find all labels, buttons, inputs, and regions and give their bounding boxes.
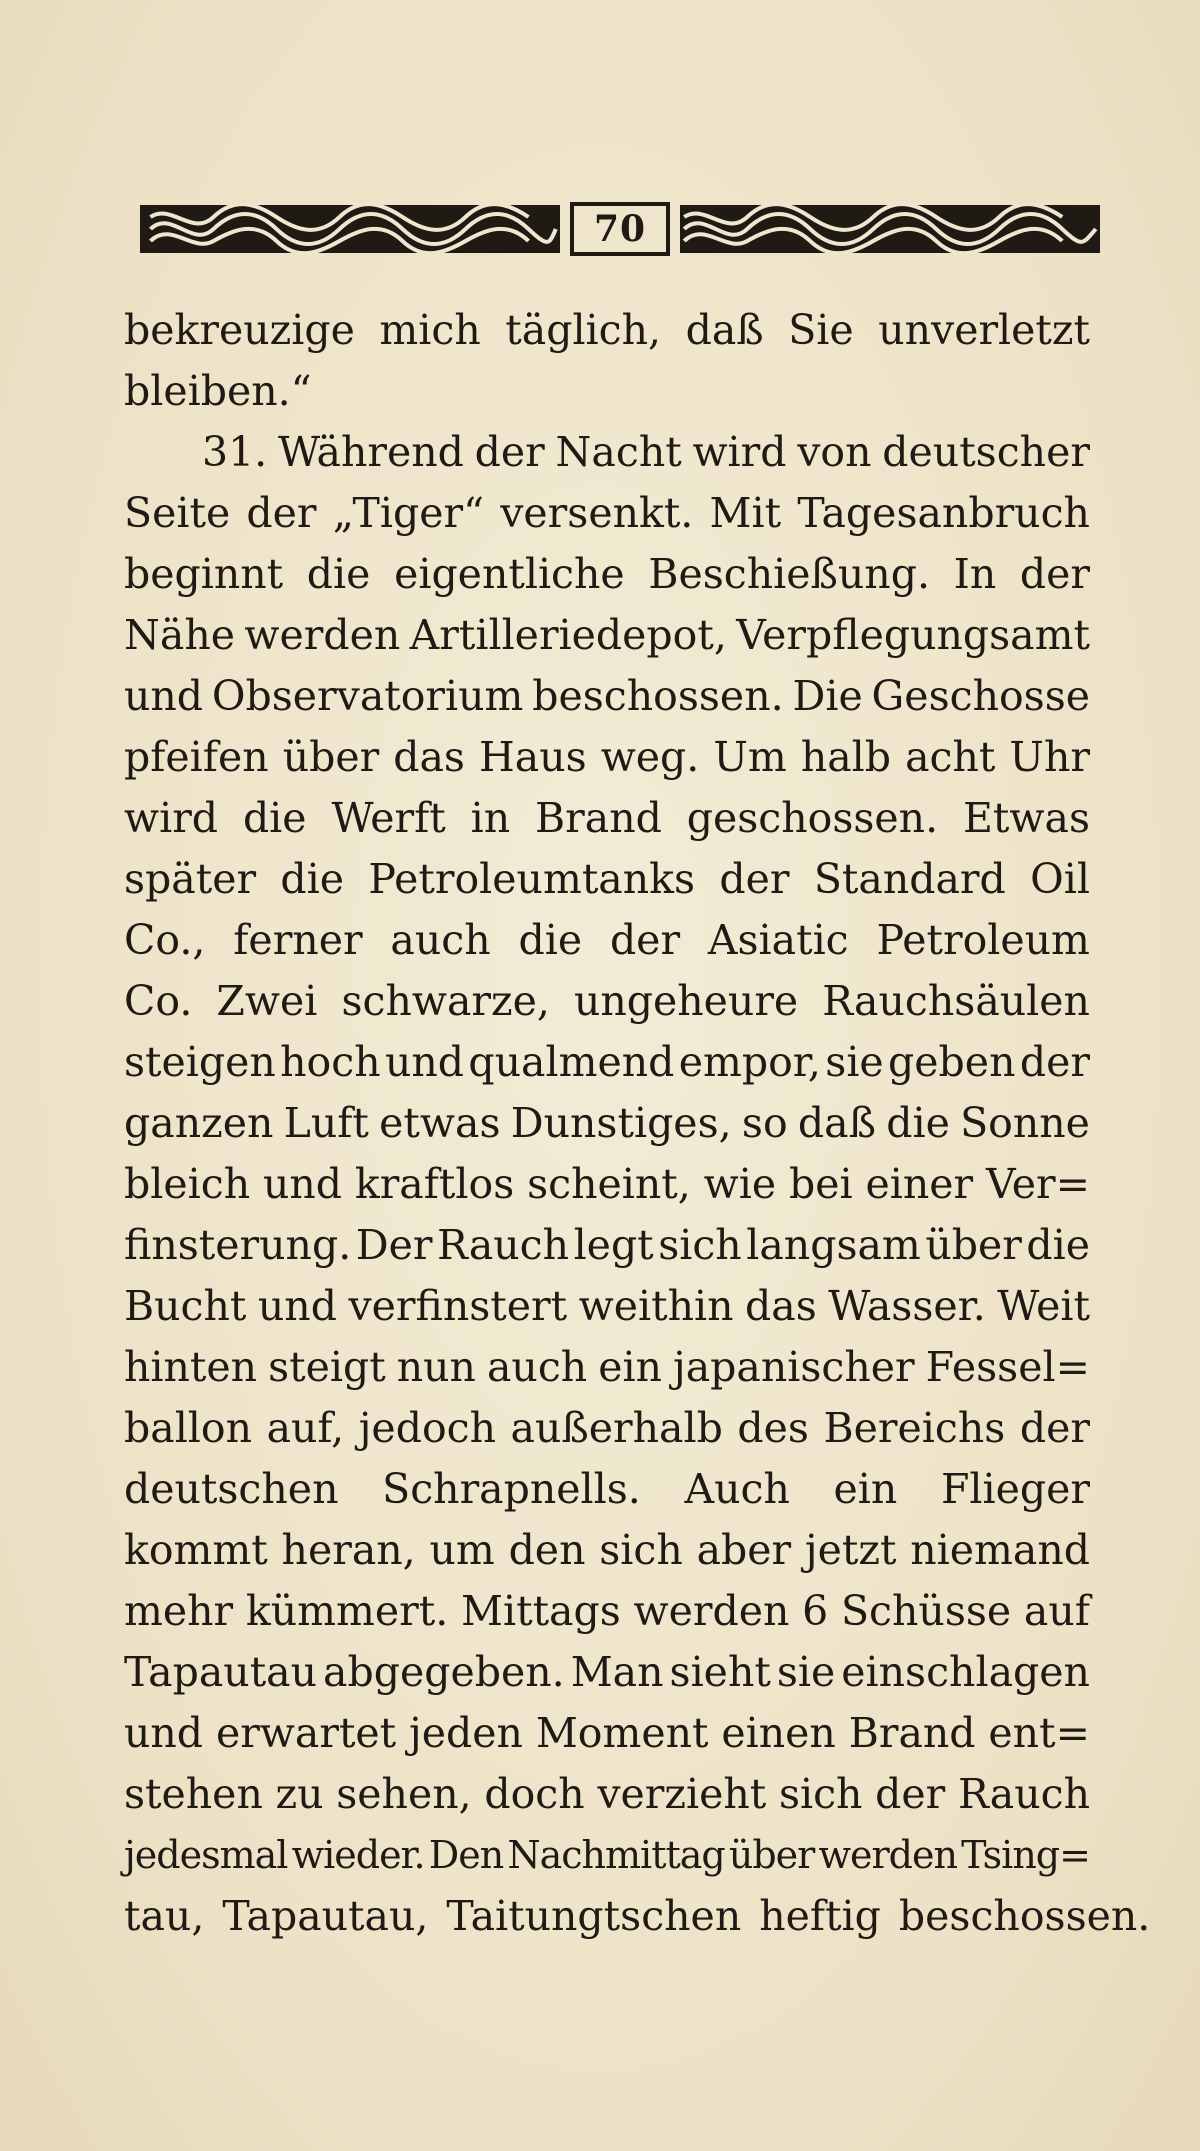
text-line <box>124 1276 1090 1337</box>
word: Sie <box>788 306 854 354</box>
word: Artilleriedepot, <box>409 611 727 659</box>
word: sich <box>658 1221 742 1269</box>
text-line <box>124 1032 1090 1093</box>
word: über <box>728 1833 815 1877</box>
word: sehen, <box>336 1770 472 1818</box>
word: Co. <box>124 977 193 1025</box>
page-number: 70 <box>570 202 670 256</box>
word: Haus <box>479 733 587 781</box>
word: 6 <box>802 1587 829 1635</box>
word: geschossen. <box>686 794 939 842</box>
word: Die <box>792 672 863 720</box>
word: deutschen <box>124 1465 339 1513</box>
word: ungeheure <box>573 977 799 1025</box>
word: beschossen. <box>532 672 784 720</box>
word: steigen <box>124 1038 276 1086</box>
word: der <box>1019 1038 1090 1086</box>
word: auf, <box>266 1404 345 1452</box>
word: Luft <box>283 1099 369 1147</box>
word: ein <box>598 1343 662 1391</box>
word: Standard <box>813 855 1006 903</box>
word: Dunstiges, <box>510 1099 732 1147</box>
word: die <box>306 550 371 598</box>
word: Asiatic <box>707 916 849 964</box>
word: Geschosse <box>871 672 1090 720</box>
word: mich <box>379 306 481 354</box>
text-line <box>124 1154 1090 1215</box>
word: ent= <box>988 1709 1090 1757</box>
word: Sonne <box>960 1099 1090 1147</box>
word: bekreuzige <box>124 306 355 354</box>
word: das <box>393 733 465 781</box>
word: ballon <box>124 1404 253 1452</box>
word: doch <box>484 1770 585 1818</box>
word: bei <box>788 1160 853 1208</box>
text-line <box>124 544 1090 605</box>
word: jeden <box>409 1709 523 1757</box>
word: der <box>609 916 681 964</box>
word: beschossen. <box>898 1892 1151 1940</box>
word: der <box>719 855 790 903</box>
word: Ver= <box>985 1160 1090 1208</box>
word: etwas <box>379 1099 501 1147</box>
word: steigt <box>268 1343 386 1391</box>
word: Um <box>713 733 787 781</box>
word: und <box>262 1160 343 1208</box>
word: Weit <box>997 1282 1090 1330</box>
word: jetzt <box>804 1526 897 1574</box>
word: werden <box>633 1587 790 1635</box>
word: Auch <box>684 1465 790 1513</box>
word: daß <box>685 306 764 354</box>
ornament-right-icon <box>680 203 1100 255</box>
text-line <box>124 1215 1090 1276</box>
text-line <box>124 1825 1090 1886</box>
word: versenkt. <box>500 489 694 537</box>
word: von <box>797 428 872 476</box>
word: ganzen <box>124 1099 274 1147</box>
word: Schüsse <box>840 1587 1012 1635</box>
word: unverletzt <box>878 306 1090 354</box>
word: beginnt <box>124 550 284 598</box>
word: Brand <box>535 794 662 842</box>
word: bleich <box>124 1160 251 1208</box>
word: japanischer <box>673 1343 915 1391</box>
text-line <box>124 300 1090 361</box>
text-line <box>124 483 1090 544</box>
word: Petroleum <box>876 916 1090 964</box>
word: Nacht <box>555 428 682 476</box>
word: Tapautau <box>124 1648 318 1696</box>
word: Nähe <box>124 611 235 659</box>
text-line <box>124 1459 1090 1520</box>
text-line <box>124 1703 1090 1764</box>
word: In <box>953 550 997 598</box>
word: Wasser. <box>828 1282 986 1330</box>
word: Rauch <box>437 1221 570 1269</box>
word: qualmend <box>468 1038 675 1086</box>
word: empor, <box>678 1038 821 1086</box>
word: acht <box>905 733 996 781</box>
word: pfeifen <box>124 733 269 781</box>
ornament-left-icon <box>140 203 560 255</box>
word: heran, <box>281 1526 416 1574</box>
word: wird <box>692 428 787 476</box>
word: wieder. <box>291 1833 425 1877</box>
word: und <box>384 1038 465 1086</box>
word: geben <box>888 1038 1016 1086</box>
word: deutscher <box>882 428 1090 476</box>
word: Tapautau, <box>222 1892 429 1940</box>
word: sieht <box>669 1648 771 1696</box>
text-line <box>124 1642 1090 1703</box>
word: Oil <box>1030 855 1090 903</box>
word: Observatorium <box>211 672 524 720</box>
word: sie <box>776 1648 836 1696</box>
word: Während <box>277 428 464 476</box>
word: die <box>280 855 345 903</box>
word: Bereichs <box>823 1404 1006 1452</box>
word: Nachmittag <box>507 1833 725 1877</box>
word: der <box>246 489 317 537</box>
text-line <box>124 971 1090 1032</box>
text-line <box>124 1520 1090 1581</box>
word: Schrapnells. <box>382 1465 641 1513</box>
text-line <box>124 1581 1090 1642</box>
word: niemand <box>910 1526 1090 1574</box>
word: der <box>875 1770 946 1818</box>
word: auch <box>486 1343 588 1391</box>
word: sie <box>825 1038 884 1086</box>
word: tau, <box>124 1892 205 1940</box>
word: daß <box>797 1099 876 1147</box>
word: und <box>124 1709 204 1757</box>
word: schwarze, <box>341 977 550 1025</box>
word: wird <box>124 794 219 842</box>
word: den <box>508 1526 586 1574</box>
text-line <box>124 1886 1151 1947</box>
word: die <box>1026 1221 1090 1269</box>
word: auch <box>390 916 491 964</box>
text-line <box>124 788 1090 849</box>
word: „Tiger“ <box>332 489 485 537</box>
word: finsterung. <box>124 1221 352 1269</box>
text-line <box>124 849 1090 910</box>
word: kraftlos <box>354 1160 515 1208</box>
word: nun <box>396 1343 476 1391</box>
word: eigentliche <box>394 550 625 598</box>
word: jedoch <box>358 1404 496 1452</box>
word: Bucht <box>124 1282 247 1330</box>
text-line <box>124 1337 1090 1398</box>
word: täglich, <box>505 306 662 354</box>
word: und <box>124 672 204 720</box>
word: Beschießung. <box>648 550 930 598</box>
word: Taitungtschen <box>446 1892 742 1940</box>
word: Flieger <box>940 1465 1090 1513</box>
word: kommt <box>124 1526 268 1574</box>
word: Mit <box>709 489 782 537</box>
word: Tagesanbruch <box>797 489 1090 537</box>
word: wie <box>703 1160 777 1208</box>
text-line <box>124 1764 1090 1825</box>
word: in <box>470 794 511 842</box>
word: Fessel= <box>925 1343 1090 1391</box>
word: Der <box>355 1221 433 1269</box>
word: Verpflegungsamt <box>736 611 1090 659</box>
word: auf <box>1023 1587 1090 1635</box>
word: Brand <box>848 1709 976 1757</box>
word: bleiben.“ <box>124 367 312 415</box>
word: hinten <box>124 1343 258 1391</box>
word: legt <box>573 1221 654 1269</box>
word: heftig <box>759 1892 881 1940</box>
text-line <box>124 1398 1090 1459</box>
word: die <box>518 916 583 964</box>
word: Rauchsäulen <box>822 977 1090 1025</box>
word: zu <box>275 1770 324 1818</box>
word: Den <box>428 1833 504 1877</box>
word: Mittags <box>461 1587 621 1635</box>
word: Zwei <box>216 977 318 1025</box>
word: weg. <box>600 733 700 781</box>
word: Man <box>570 1648 664 1696</box>
word: Tsing= <box>961 1833 1090 1877</box>
text-line <box>124 1093 1090 1154</box>
word: sich <box>599 1526 683 1574</box>
word: verfinstert <box>348 1282 568 1330</box>
page-header <box>140 196 1100 262</box>
word: das <box>745 1282 817 1330</box>
text-line <box>124 605 1090 666</box>
body-text <box>124 300 1151 1947</box>
word: mehr <box>124 1587 234 1635</box>
text-line <box>124 422 1090 483</box>
word: die <box>242 794 307 842</box>
word: werden <box>818 1833 957 1877</box>
word: später <box>124 855 257 903</box>
word: stehen <box>124 1770 263 1818</box>
word: erwartet <box>215 1709 397 1757</box>
word: einen <box>721 1709 836 1757</box>
word: der <box>1019 550 1090 598</box>
word: verzieht <box>597 1770 767 1818</box>
word: einschlagen <box>841 1648 1090 1696</box>
word: und <box>257 1282 337 1330</box>
word: so <box>741 1099 788 1147</box>
text-line <box>124 727 1090 788</box>
word: Seite <box>124 489 231 537</box>
word: jedesmal <box>124 1833 288 1877</box>
text-line <box>124 910 1090 971</box>
word: Petroleumtanks <box>368 855 696 903</box>
word: über <box>925 1221 1022 1269</box>
word: Co., <box>124 916 206 964</box>
word: die <box>886 1099 950 1147</box>
word: halb <box>800 733 892 781</box>
word: ferner <box>233 916 363 964</box>
word: außerhalb <box>510 1404 723 1452</box>
word: einer <box>865 1160 974 1208</box>
word: kümmert. <box>245 1587 449 1635</box>
word: Werft <box>331 794 446 842</box>
word: abgegeben. <box>323 1648 565 1696</box>
word: weithin <box>578 1282 734 1330</box>
word: langsam <box>746 1221 921 1269</box>
word: werden <box>244 611 401 659</box>
word: über <box>282 733 380 781</box>
word: 31. <box>202 428 268 476</box>
text-line <box>124 666 1090 727</box>
word: ein <box>833 1465 898 1513</box>
word: um <box>429 1526 495 1574</box>
word: hoch <box>280 1038 381 1086</box>
word: Etwas <box>963 794 1090 842</box>
word: Uhr <box>1009 733 1090 781</box>
word: der <box>1019 1404 1090 1452</box>
word: der <box>474 428 545 476</box>
text-line <box>124 361 1090 422</box>
word: scheint, <box>527 1160 691 1208</box>
word: aber <box>696 1526 792 1574</box>
word: des <box>737 1404 809 1452</box>
word: Moment <box>535 1709 709 1757</box>
word: sich <box>778 1770 863 1818</box>
word: Rauch <box>957 1770 1090 1818</box>
